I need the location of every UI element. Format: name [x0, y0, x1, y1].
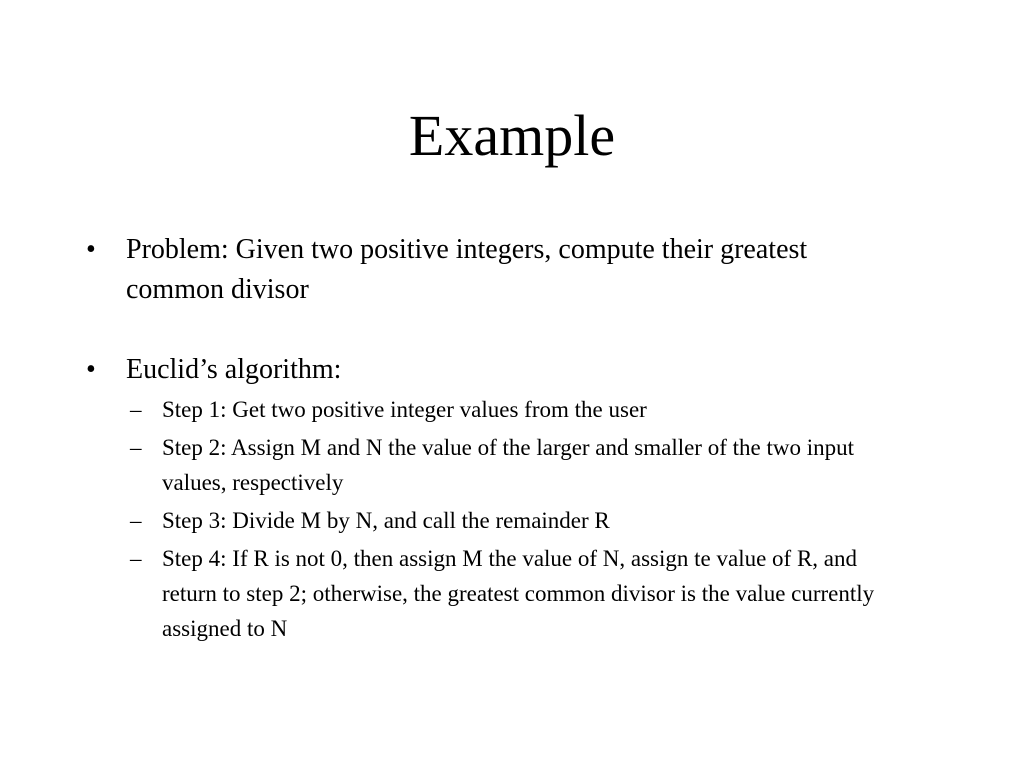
dash-marker: – [130, 508, 142, 533]
bullet-text: Euclid’s algorithm: [126, 354, 342, 385]
step-text: Step 3: Divide M by N, and call the remainder R [162, 508, 610, 533]
dash-marker: – [130, 435, 142, 460]
slide-content [86, 230, 946, 649]
bullet-marker: • [86, 234, 96, 265]
step-item [130, 541, 910, 646]
bullet-text: Problem: Given two positive integers, compute their greatest common divisor [126, 234, 808, 305]
step-item [130, 503, 910, 538]
dash-marker: – [130, 546, 142, 571]
step-item [130, 430, 910, 500]
step-text: Step 4: If R is not 0, then assign M the value of N, assign te value of R, and return to step 2; otherwise, the greatest common divisor is the value currently assigned to N [162, 546, 875, 641]
step-item [130, 392, 910, 427]
step-text: Step 1: Get two positive integer values from the user [162, 397, 647, 422]
step-text: Step 2: Assign M and N the value of the larger and smaller of the two input values, respectively [162, 435, 854, 495]
dash-marker: – [130, 397, 142, 422]
bullet-euclid-algorithm [86, 350, 866, 390]
bullet-marker: • [86, 354, 96, 385]
bullet-problem [86, 230, 866, 310]
algorithm-steps [86, 392, 910, 646]
slide-title: Example [408, 103, 616, 168]
